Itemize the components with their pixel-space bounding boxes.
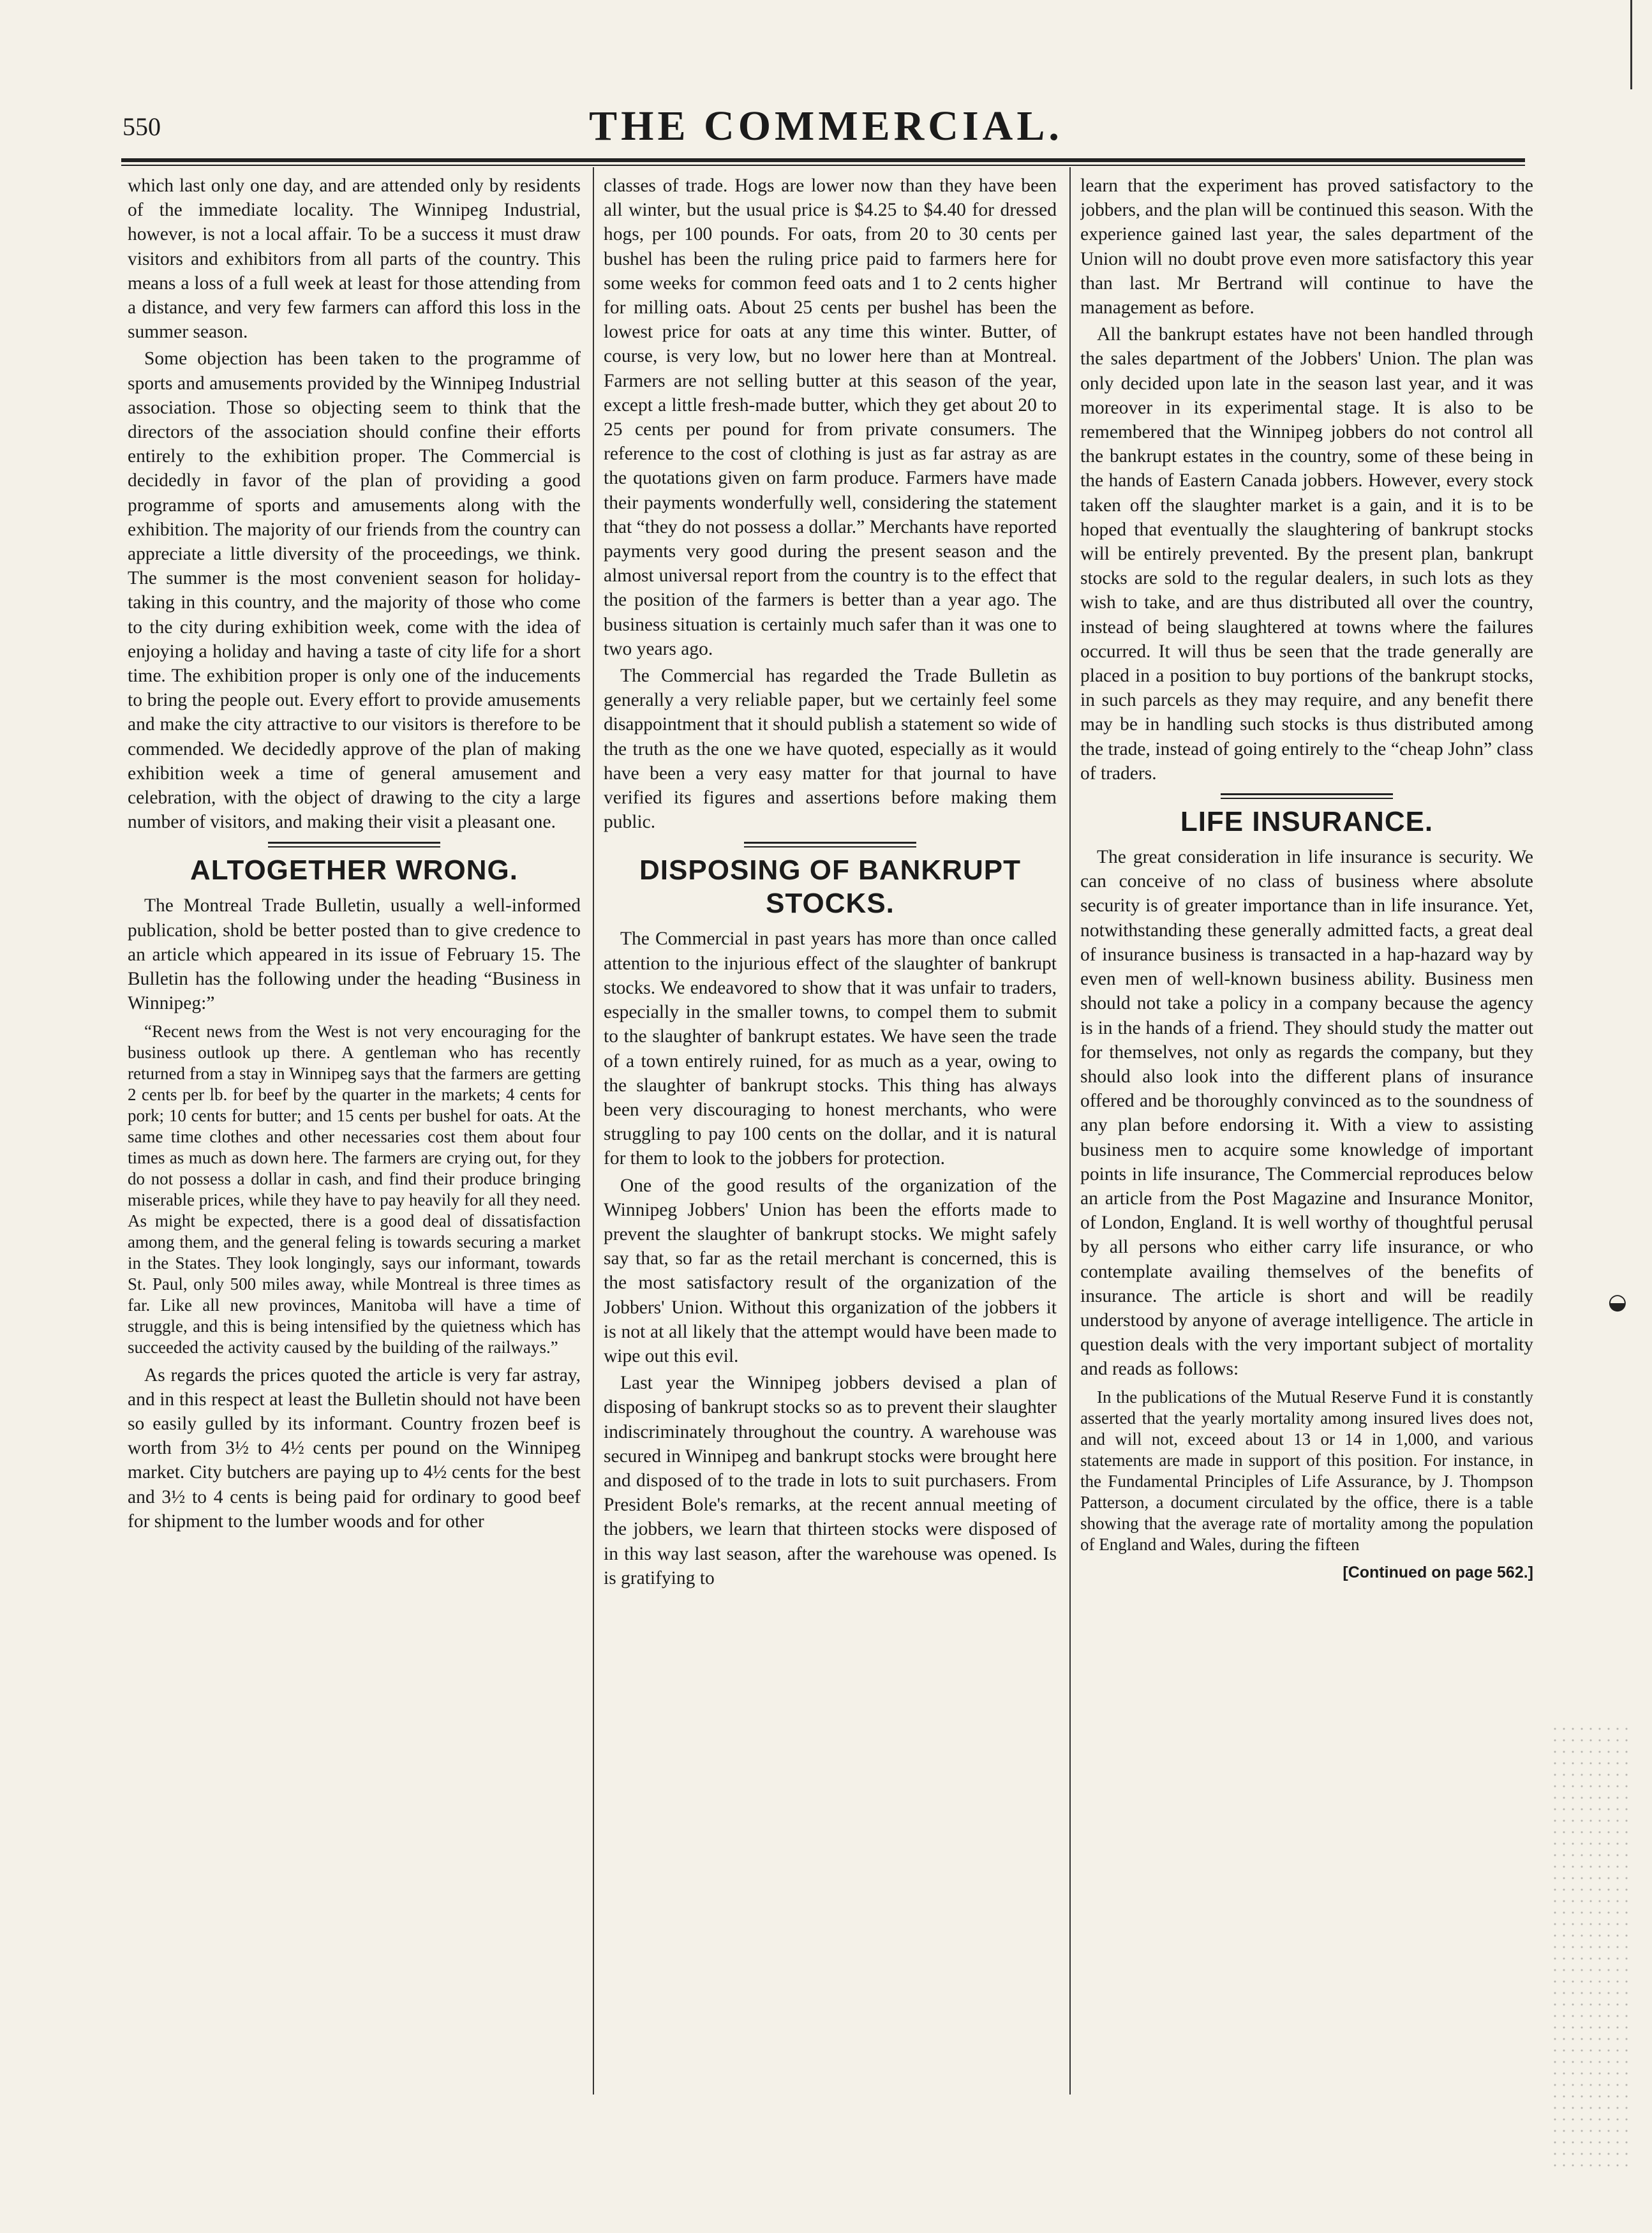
paragraph: As regards the prices quoted the article is very far astray, and in this respect at least the Bulletin should not have been so easily gulled by its informant. Country frozen beef is worth from 3½ to 4½ cents per pound on the Winnipeg market. City butchers are paying up to 4½ cents for the best and 3½ to 4 cents is being paid for ordinary to good beef for shipment to the lumber woods and for other (128, 1364, 581, 1532)
paragraph: The Commercial has regarded the Trade Bulletin as generally a very reliable paper, but we certainly feel some disappointment that it should publish a statement so wide of the truth as the one we have quoted, especially as it would have been a very easy matter for that journal to have verified its figures and assertions before making them public. (604, 666, 1057, 833)
column-2 (604, 174, 1057, 2095)
paragraph: Last year the Winnipeg jobbers devised a plan of disposing of bankrupt stocks so as to prevent their slaughter indiscriminately throughout the country. A warehouse was secured in Winnipeg and bankrupt stocks were brought here and disposed of to the trade in lots to suit purchasers. From President Bole's remarks, at the recent annual meeting of the jobbers, we learn that thirteen stocks were disposed of in this way last season, after the warehouse was opened. Is is gratifying to (604, 1373, 1057, 1588)
scan-noise (1551, 1723, 1633, 2170)
section-heading: LIFE INSURANCE. (1180, 806, 1434, 838)
section-heading: ALTOGETHER WRONG. (190, 855, 519, 886)
margin-mark: ◒ (1608, 1289, 1627, 1315)
paragraph: The great consideration in life insurance is security. We can conceive of no class of business where absolute security is of greater importance than in life insurance. Yet, notwithstanding these generally admitted facts, a great deal of insurance business is transacted in a hap-hazard way by even men of well-known business ability. Business men should not take a policy in a company because the agency is in the hands of a friend. They should study the matter out for themselves, not only as regards the company, but they should also look into the different plans of insurance offered and be thoroughly convinced as to the soundness of any plan before endorsing it. With a view to assisting business men to acquire some knowledge of important points in life insurance, The Commercial reproduces below an article from the Post Magazine and Insurance Monitor, of London, England. It is well worthy of thoughtful perusal by all persons who either carry life insurance, or who contemplate availing themselves of the benefits of insurance. The article is short and will be readily understood by anyone of average intelligence. The article in question deals with the very important subject of mortality and reads as follows: (1080, 847, 1533, 1380)
section-heading: DISPOSING OF BANKRUPT STOCKS. (639, 855, 1021, 920)
column-divider (593, 167, 594, 2095)
header-rule-thin (121, 165, 1525, 166)
paragraph: The Commercial in past years has more than once called attention to the injurious effect of the slaughter of bankrupt stocks. We endeavored to show that it was unfair to traders, especially in the smaller towns, to compel them to submit to the slaughter of bankrupt estates. We have seen the trade of a town entirely ruined, for as much as a year, owing to the slaughter of bankrupt stocks. This thing has always been very discouraging to honest merchants, who were struggling to pay 100 cents on the dollar, and it is natural for them to look to the jobbers for protection. (604, 929, 1057, 1169)
paragraph: All the bankrupt estates have not been handled through the sales department of the Jobbers' Union. The plan was only decided upon late in the season last year, and it was moreover in its experimental stage. It is also to be remembered that the Winnipeg jobbers do not control all the bankrupt estates in the country, some of these being in the hands of Eastern Canada jobbers. However, every stock taken off the slaughter market is a gain, and it is to be hoped that eventually the slaughtering of bankrupt stocks will be entirely prevented. By the present plan, bankrupt stocks are sold to the regular dealers, in such lots as they wish to take, and are thus distributed all over the country, instead of being slaughtered at towns where the failures occurred. It will thus be seen that the trade generally are placed in a position to buy portions of the bankrupt stocks, in such parcels as they may require, and any benefit there may be in handling such stocks is thus distributed among the trade, instead of going entirely to the “cheap John” class of traders. (1080, 324, 1533, 784)
quoted-article: In the publications of the Mutual Reserve Fund it is constantly asserted that the yearly mortality among insured lives does not, and will not, exceed about 13 or 14 in 1,000, and various statements are made in support of this position. For instance, in the Fundamental Principles of Life Assurance, by J. Thompson Patterson, a document circulated by the office, there is a table showing that the average rate of mortality among the population of England and Wales, during the fifteen (1080, 1387, 1533, 1554)
paragraph: which last only one day, and are attended only by residents of the immediate locality. The Winnipeg Industrial, however, is not a local affair. To be a success it must draw visitors and exhibitors from all parts of the country. This means a loss of a full week at least for those attending from a distance, and very few farmers can afford this loss in the summer season. (128, 176, 581, 343)
column-divider (1069, 167, 1071, 2095)
column-1 (128, 174, 581, 2095)
paragraph: Some objection has been taken to the programme of sports and amusements provided by the Winnipeg Industrial association. Those so objecting seem to think that the directors of the association should confine their efforts entirely to the exhibition proper. The Commercial is decidedly in favor of the plan of providing a good programme of sports and amusements along with the exhibition. The majority of our friends from the country can appreciate a little diversity of the proceedings, we think. The summer is the most convenient season for holiday-taking in this country, and the majority of those who come to the city during exhibition week, come with the idea of enjoying a holiday and having a taste of city life for a short time. The exhibition proper is only one of the inducements to bring the people out. Every effort to provide amusements and make the city attractive to our visitors is therefore to be commended. We decidedly approve of the plan of making exhibition week a time of general amusement and celebration, with the object of drawing to the city a large number of visitors, and making their visit a pleasant one. (128, 348, 581, 833)
column-3 (1080, 174, 1533, 2095)
paragraph: learn that the experiment has proved satisfactory to the jobbers, and the plan will be continued this season. With the experience gained last year, the sales department of the Union will no doubt prove even more satisfactory this year than last. Mr Bertrand will continue to have the management as before. (1080, 176, 1533, 318)
scan-edge-line (1630, 0, 1632, 89)
masthead: THE COMMERCIAL. (589, 103, 1063, 149)
continued-notice: [Continued on page 562.] (1343, 1563, 1533, 1581)
header-rule (121, 158, 1525, 162)
section-separator (268, 842, 440, 848)
page-number: 550 (123, 112, 161, 141)
section-separator (744, 842, 916, 848)
section-separator (1221, 793, 1393, 799)
paragraph: classes of trade. Hogs are lower now than they have been all winter, but the usual price is $4.25 to $4.40 for dressed hogs, per 100 pounds. For oats, from 20 to 30 cents per bushel has been the ruling price paid to farmers here for some weeks for common feed oats and 1 to 2 cents higher for milling oats. About 25 cents per bushel has been the lowest price for oats at any time this winter. Butter, of course, is very low, but no lower here than at Montreal. Farmers are not selling butter at this season of the year, except a little fresh-made butter, which they get about 20 to 25 cents per pound for from private consumers. The reference to the cost of clothing is just as far astray as are the quotations given on farm produce. Farmers have made their payments wonderfully well, considering the statement that “they do not possess a dollar.” Merchants have reported payments very good during the present season and the almost universal report from the country is to the effect that the position of the farmers is better than a year ago. The business situation is certainly much safer than it was one to two years ago. (604, 176, 1057, 659)
paragraph: The Montreal Trade Bulletin, usually a well-informed publication, shold be better posted than to give credence to an article which appeared in its issue of February 15. The Bulletin has the following under the heading “Business in Winnipeg:” (128, 895, 581, 1014)
quoted-article: “Recent news from the West is not very encouraging for the business outlook up there. A gentleman who has recently returned from a stay in Winnipeg says that the farmers are getting 2 cents per lb. for beef by the quarter in the markets; 4 cents for pork; 10 cents for butter; and 15 cents per bushel for oats. At the same time clothes and other necessaries cost them about four times as much as down here. The farmers are crying out, for they do not possess a dollar in cash, and find their produce bringing miserable prices, while they have to pay heavily for all they need. As might be expected, there is a good deal of dissatisfaction among them, and the general feling is towards securing a market in the States. They look longingly, says our informant, towards St. Paul, only 500 miles away, while Montreal is three times as far. Like all new provinces, Manitoba will have a time of struggle, and this is being intensified by the quietness which has succeeded the activity caused by the building of the railways.” (128, 1021, 581, 1357)
paragraph: One of the good results of the organization of the Winnipeg Jobbers' Union has been the efforts made to prevent the slaughter of bankrupt stocks. We might safely say that, so far as the retail merchant is concerned, this is the most satisfactory result of the organization of the Jobbers' Union. Without this organization of the jobbers it is not at all likely that the attempt would have been made to wipe out this evil. (604, 1175, 1057, 1366)
